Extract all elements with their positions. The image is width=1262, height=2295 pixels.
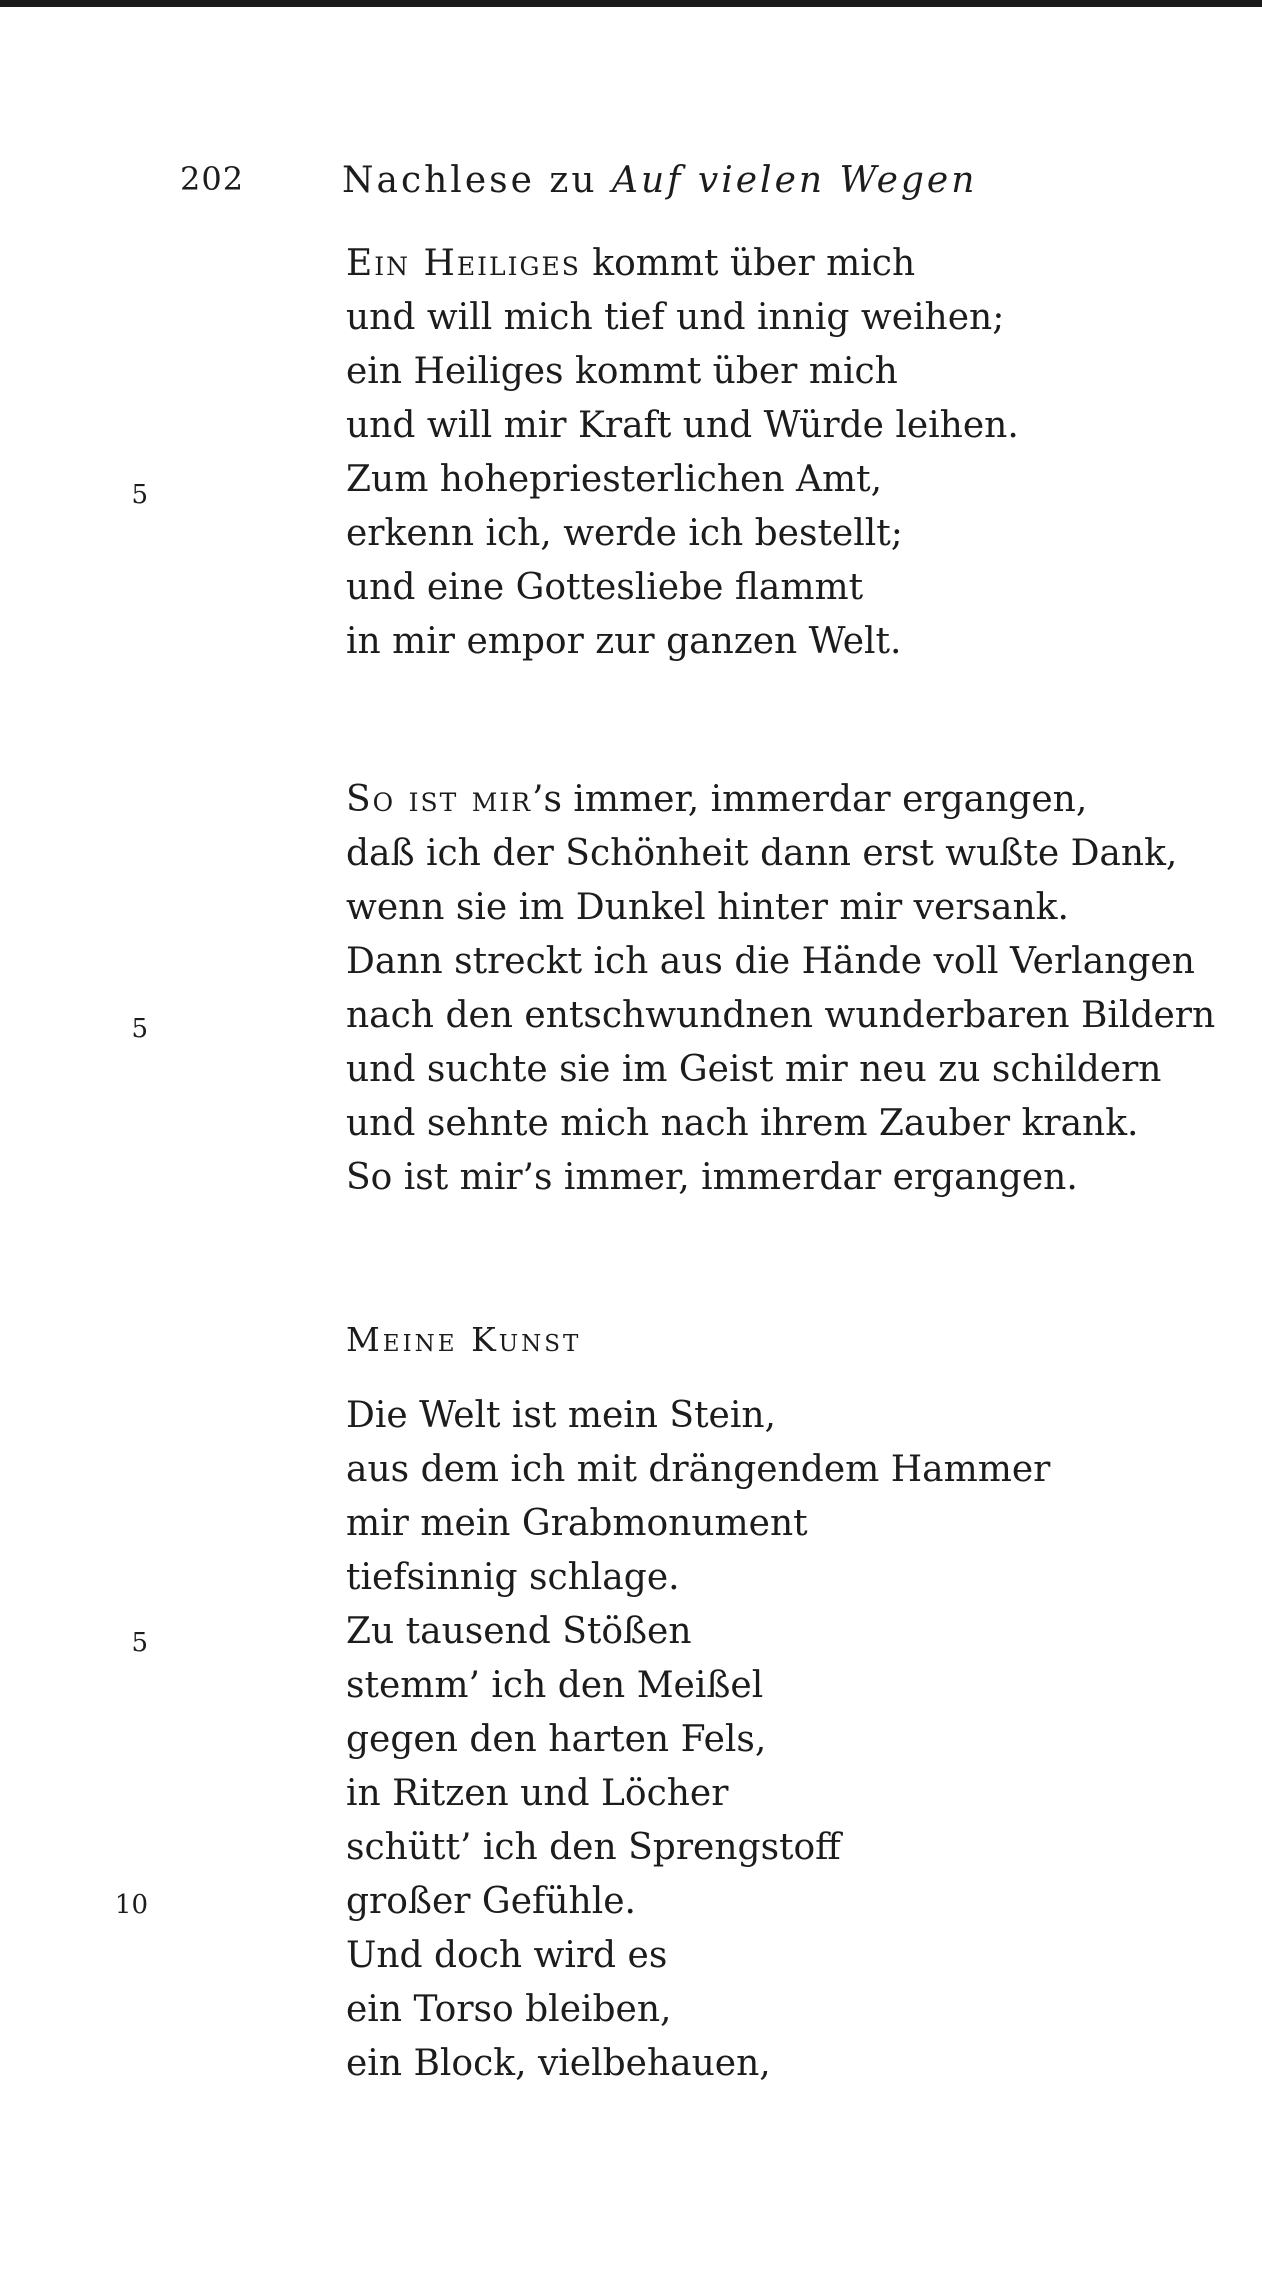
poem-line: großer Gefühle.	[346, 1881, 636, 1922]
running-title-prefix: Nachlese zu	[342, 160, 612, 201]
poem-line: Und doch wird es	[346, 1935, 668, 1976]
poem-opening-caps: So ist mir	[346, 779, 533, 820]
poem-line: daß ich der Schönheit dann erst wußte Dank,	[346, 833, 1178, 874]
poem-line: ein Torso bleiben,	[346, 1989, 672, 2030]
poem-line: wenn sie im Dunkel hinter mir versank.	[346, 887, 1069, 928]
line-number-marker: 5	[131, 1014, 148, 1044]
running-title-italic: Auf vielen Wegen	[611, 160, 978, 201]
poem-line: ein Block, vielbehauen,	[346, 2043, 771, 2084]
poem-line	[346, 779, 1088, 820]
poem-line: in Ritzen und Löcher	[346, 1773, 729, 1814]
poem-line: nach den entschwundnen wunderbaren Bildern	[346, 995, 1216, 1036]
poem-line: schütt’ ich den Sprengstoff	[346, 1827, 841, 1868]
poem-line: und eine Gottesliebe flammt	[346, 567, 864, 608]
line-number-marker: 5	[131, 480, 148, 510]
poem-line: So ist mir’s immer, immerdar ergangen.	[346, 1157, 1078, 1198]
poem-line	[346, 243, 916, 284]
poem-line: erkenn ich, werde ich bestellt;	[346, 513, 903, 554]
top-border-rule	[0, 0, 1262, 7]
poem-line: Die Welt ist mein Stein,	[346, 1395, 776, 1436]
poem-line-text: kommt über mich	[580, 243, 916, 284]
poem-line: stemm’ ich den Meißel	[346, 1665, 764, 1706]
page-number: 202	[180, 160, 245, 198]
poem-line: mir mein Grabmonument	[346, 1503, 808, 1544]
line-number-marker: 5	[131, 1628, 148, 1658]
running-title	[342, 160, 977, 201]
poem-line: und will mir Kraft und Würde leihen.	[346, 405, 1019, 446]
running-header	[0, 160, 1262, 204]
poem-line: und sehnte mich nach ihrem Zauber krank.	[346, 1103, 1139, 1144]
poem-line: in mir empor zur ganzen Welt.	[346, 621, 902, 662]
poem-line: aus dem ich mit drängendem Hammer	[346, 1449, 1051, 1490]
poem-line: und will mich tief und innig weihen;	[346, 297, 1005, 338]
poem-line: gegen den harten Fels,	[346, 1719, 767, 1760]
line-number-marker: 10	[114, 1890, 148, 1920]
poem-line: tiefsinnig schlage.	[346, 1557, 680, 1598]
poem-line: Zum hohepriesterlichen Amt,	[346, 459, 883, 500]
poem-line: und suchte sie im Geist mir neu zu schildern	[346, 1049, 1162, 1090]
poem-line-text: ’s immer, immerdar ergangen,	[532, 779, 1088, 820]
poem-title: Meine Kunst	[346, 1320, 582, 1359]
poem-opening-caps: Ein Heiliges	[346, 243, 581, 284]
poem-line: Zu tausend Stößen	[346, 1611, 692, 1652]
poem-line: Dann streckt ich aus die Hände voll Verlangen	[346, 941, 1195, 982]
poem-line: ein Heiliges kommt über mich	[346, 351, 898, 392]
